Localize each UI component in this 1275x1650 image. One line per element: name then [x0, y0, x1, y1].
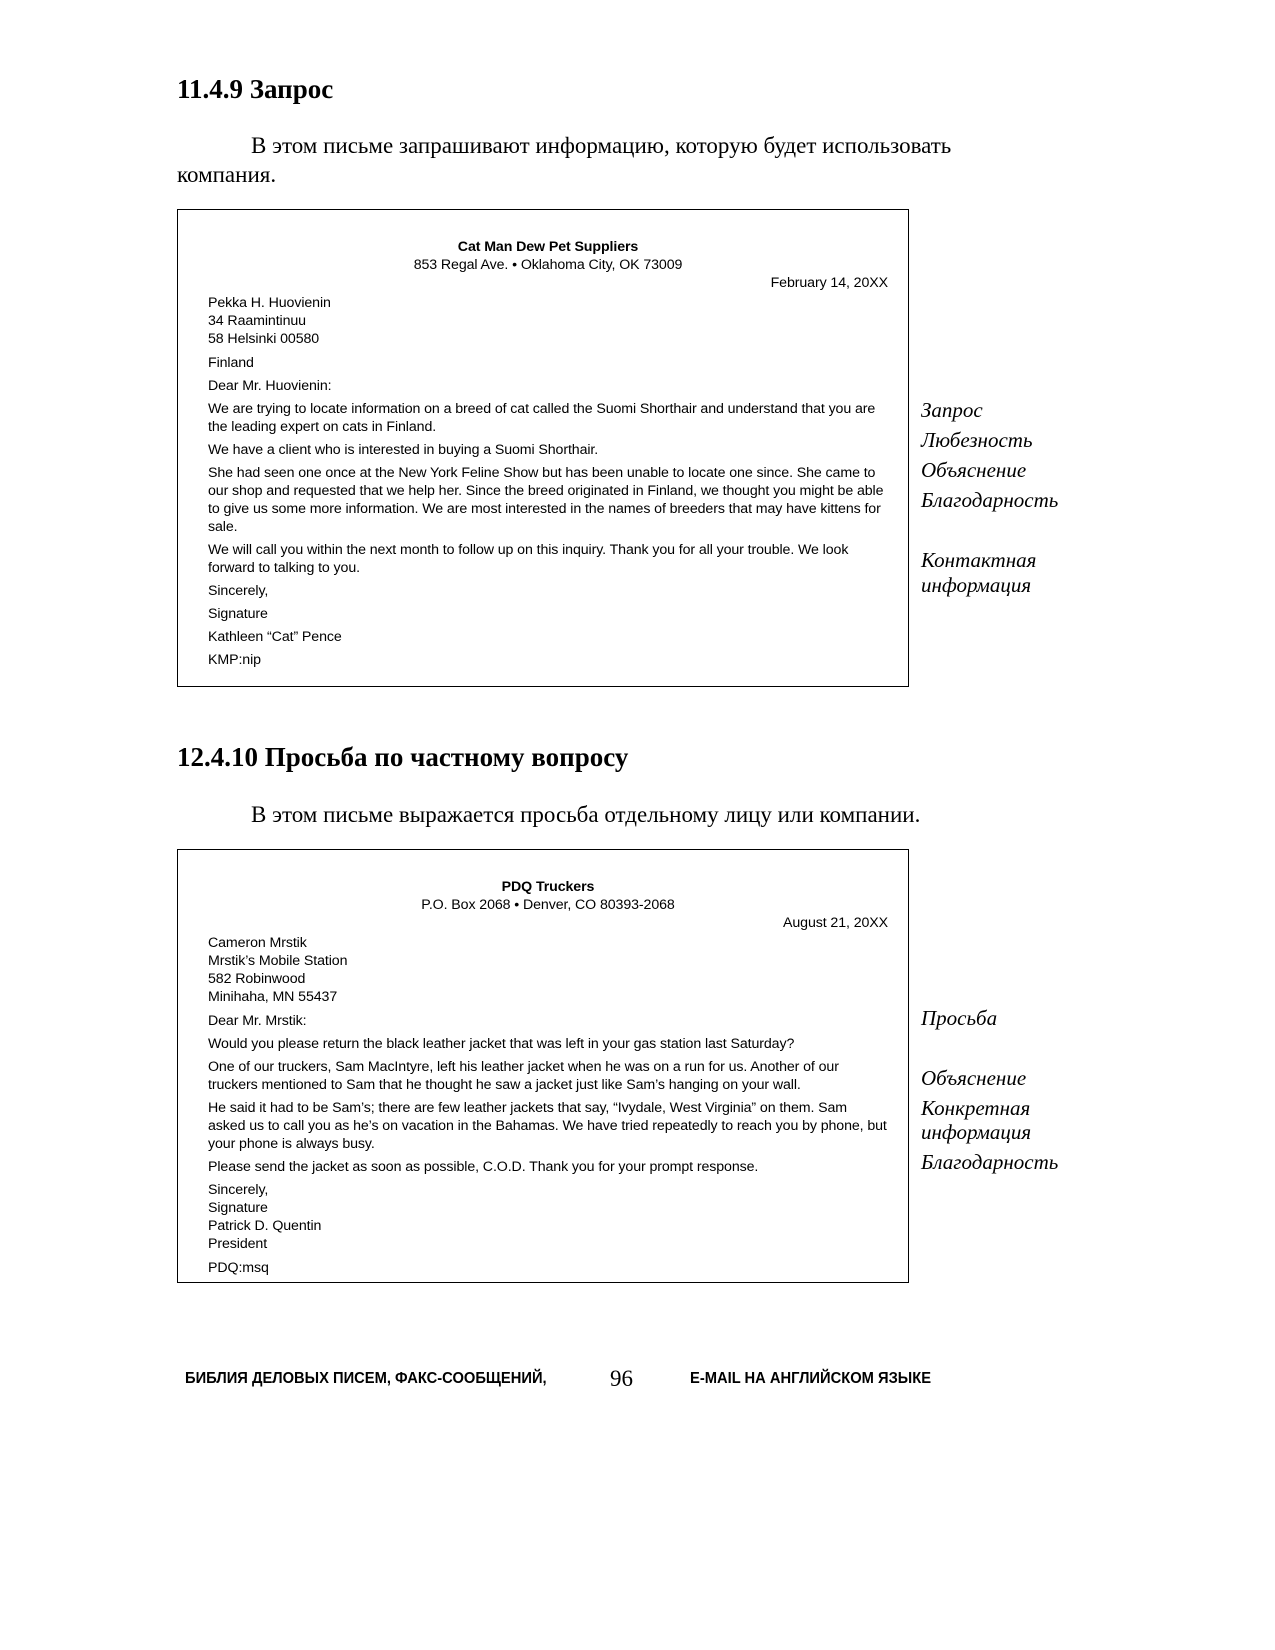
letterhead-company: Cat Man Dew Pet Suppliers	[457, 239, 639, 255]
closing: Sincerely,	[208, 583, 269, 599]
letter-date: August 21, 20XX	[783, 915, 888, 931]
letterhead-company: PDQ Truckers	[501, 879, 595, 895]
recipient-line: 34 Raamintinuu	[208, 313, 306, 329]
recipient-line: 58 Helsinki 00580	[208, 331, 320, 347]
margin-note: Просьба	[921, 1006, 998, 1030]
margin-note: Благодарность	[921, 488, 1059, 512]
salutation: Dear Mr. Huovienin:	[208, 378, 332, 394]
sample-letter-inquiry	[177, 209, 909, 687]
letter-date: February 14, 20XX	[770, 275, 888, 291]
sample-letter-request	[177, 849, 909, 1283]
reference-initials: KMP:nip	[208, 652, 261, 668]
body-paragraph: Would you please return the black leather jacket that was left in your gas station last Saturday?	[208, 1036, 795, 1052]
body-paragraph: We have a client who is interested in buying a Suomi Shorthair.	[208, 442, 599, 458]
margin-note: Объяснение	[921, 1066, 1027, 1090]
recipient-address	[208, 294, 888, 348]
body-paragraph: He said it had to be Sam’s; there are few leather jackets that say, “Ivydale, West Virginia” on them. Sam asked us to call you as he’s on vacation in the Bahamas. We have tried repeatedly to reach you by phone, but your phone is always busy.	[208, 1100, 887, 1152]
body-paragraph: We will call you within the next month to follow up on this inquiry. Thank you for all your trouble. We look forward to talking to you.	[208, 542, 849, 576]
margin-note: Любезность	[921, 428, 1033, 452]
margin-note: Конкретная	[921, 1096, 1031, 1120]
section-heading-request: 12.4.10 Просьба по частному вопросу	[177, 742, 629, 772]
closing-block	[208, 1181, 888, 1253]
margin-note: информация	[921, 1120, 1032, 1144]
body-paragraph: Please send the jacket as soon as possible, C.O.D. Thank you for your prompt response.	[208, 1159, 759, 1175]
letterhead-address: P.O. Box 2068 • Denver, CO 80393-2068	[421, 897, 675, 913]
section-intro-inquiry: В этом письме запрашивают информацию, которую будет использовать компания.	[177, 133, 952, 187]
sender-title: President	[208, 1236, 268, 1252]
reference-initials: PDQ:msq	[208, 1260, 269, 1276]
section-heading-inquiry: 11.4.9 Запрос	[177, 74, 334, 104]
footer-book-title-left: БИБЛИЯ ДЕЛОВЫХ ПИСЕМ, ФАКС-СООБЩЕНИЙ,	[185, 1370, 547, 1387]
sender-name: Kathleen “Cat” Pence	[208, 629, 342, 645]
page-number: 96	[610, 1366, 633, 1391]
signature: Signature	[208, 606, 268, 622]
margin-note: Запрос	[921, 398, 983, 422]
body-paragraph: We are trying to locate information on a breed of cat called the Suomi Shorthair and understand that you are the leading expert on cats in Finland.	[208, 401, 876, 435]
recipient-address	[208, 934, 888, 1006]
signature: Signature	[208, 1200, 268, 1216]
margin-note: Объяснение	[921, 458, 1027, 482]
margin-note: Благодарность	[921, 1150, 1059, 1174]
footer-book-title-right: E-MAIL НА АНГЛИЙСКОМ ЯЗЫКЕ	[690, 1370, 932, 1387]
sender-name: Patrick D. Quentin	[208, 1218, 322, 1234]
salutation: Dear Mr. Mrstik:	[208, 1013, 307, 1029]
body-paragraph: She had seen one once at the New York Feline Show but has been unable to locate one since. She came to our shop and requested that we help her. Since the breed originated in Finland, we thought you might be able to give us some more information. We are most interested in the names of breeders that may have kittens for sale.	[208, 465, 884, 535]
recipient-country: Finland	[208, 355, 254, 371]
section-intro-request: В этом письме выражается просьба отдельному лицу или компании.	[251, 802, 921, 827]
margin-note: Контактная	[921, 548, 1037, 572]
recipient-line: Minihaha, MN 55437	[208, 989, 338, 1005]
recipient-line: Mrstik’s Mobile Station	[208, 953, 348, 969]
body-paragraph: One of our truckers, Sam MacIntyre, left his leather jacket when he was on a run for us. Another of our truckers mentioned to Sam that he thought he saw a jacket just like Sam’s hanging on your wall.	[208, 1059, 839, 1093]
recipient-line: Cameron Mrstik	[208, 935, 307, 951]
closing: Sincerely,	[208, 1182, 269, 1198]
letterhead-address: 853 Regal Ave. • Oklahoma City, OK 73009	[413, 257, 683, 273]
margin-note: информация	[921, 573, 1032, 597]
recipient-line: 582 Robinwood	[208, 971, 306, 987]
page-footer	[0, 1366, 1275, 1396]
recipient-line: Pekka H. Huovienin	[208, 295, 331, 311]
